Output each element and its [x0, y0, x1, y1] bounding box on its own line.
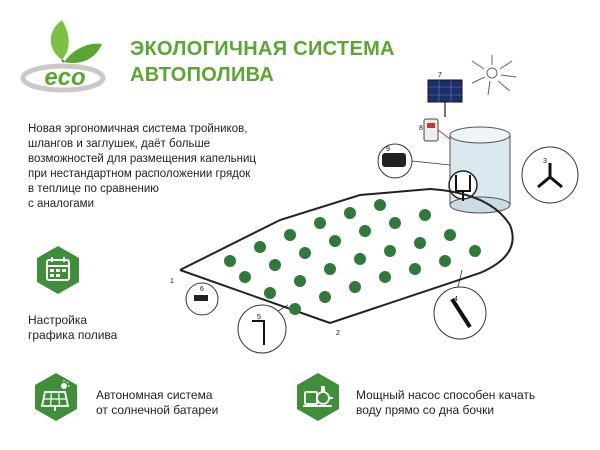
- solar-label: [96, 388, 256, 418]
- solar-badge: [34, 372, 78, 422]
- callout-number: 7: [438, 72, 442, 79]
- controller-diagram: [424, 119, 450, 141]
- calendar-icon: [36, 245, 80, 295]
- intro-line: при нестандартном расположении грядок: [28, 168, 251, 180]
- schedule-label: [28, 313, 178, 343]
- callout-number: 6: [200, 286, 204, 293]
- solar-label-line: Автономная система: [96, 388, 213, 402]
- callout-tee: [522, 147, 578, 203]
- callout-number: 4: [454, 296, 458, 303]
- pump-label: [356, 388, 586, 418]
- callout-number: 5: [257, 314, 261, 321]
- callout-number: 8: [419, 125, 423, 132]
- sun-icon: [472, 55, 516, 95]
- solar-panel-icon: [34, 372, 78, 422]
- title-line-2: АВТОПОЛИВА: [130, 64, 275, 86]
- title-line-1: ЭКОЛОГИЧНАЯ СИСТЕМА: [130, 38, 395, 60]
- pump-label-line: воду прямо со дна бочки: [356, 403, 495, 417]
- schedule-label-line: Настройка: [28, 313, 88, 327]
- pump-icon: [296, 372, 340, 422]
- callout-number: 3: [543, 158, 547, 165]
- pump-badge: [296, 372, 340, 422]
- schedule-label-line: графика полива: [28, 328, 118, 342]
- callout-number: 9: [386, 146, 390, 153]
- irrigation-diagram: [160, 55, 590, 375]
- solar-panel-diagram: [428, 80, 462, 117]
- intro-line: Новая эргономичная система тройников,: [28, 123, 248, 135]
- schedule-badge: [36, 245, 80, 295]
- intro-line: возможностей для размещения капельниц: [28, 153, 257, 165]
- intro-line: в теплице по сравнению: [28, 183, 159, 195]
- eco-logo-text: eco: [44, 64, 86, 91]
- callout-dripper: [238, 305, 288, 353]
- callout-number: 1: [170, 278, 174, 285]
- intro-line: с аналогами: [28, 198, 94, 210]
- callout-number: 2: [336, 330, 340, 337]
- eco-logo: [18, 14, 108, 96]
- solar-label-line: от солнечной батареи: [96, 403, 219, 417]
- pump-label-line: Мощный насос способен качать: [356, 388, 536, 402]
- intro-line: шлангов и заглушек, даёт больше: [28, 138, 211, 150]
